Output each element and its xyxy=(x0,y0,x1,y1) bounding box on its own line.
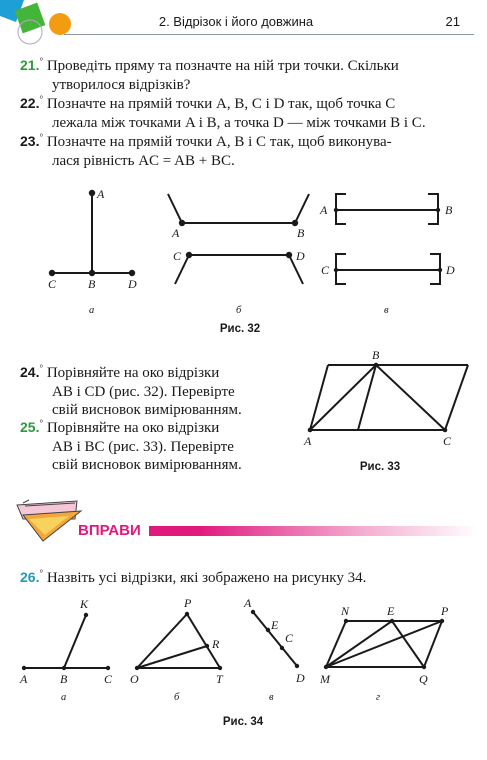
fig32a-label-A: A xyxy=(97,187,105,201)
fig34d-label-Q: Q xyxy=(419,672,428,686)
fig34c-label-D: D xyxy=(296,671,305,685)
fig34d-label-M: M xyxy=(320,672,330,686)
fig32-a xyxy=(50,191,134,275)
fig32c-label-B: B xyxy=(445,203,453,217)
fig34a-sublabel: а xyxy=(61,692,67,703)
fig33-label-A: A xyxy=(304,434,312,448)
fig34b-label-T: T xyxy=(216,672,223,686)
fig32c-label-A: A xyxy=(320,203,328,217)
fig32b-label-D: D xyxy=(296,249,305,263)
fig34-caption: Рис. 34 xyxy=(222,716,264,728)
fig32c-sublabel: в xyxy=(384,305,389,316)
figure-33 xyxy=(295,345,475,450)
task-22: 22.° Позначте на прямій точки A, B, C і D так, щоб точка C лежала між точками A і B, а точка D — між точками B і C. xyxy=(20,94,426,131)
page-number: 21 xyxy=(445,14,460,29)
fig32b-sublabel: б xyxy=(236,305,242,316)
fig32-c xyxy=(336,194,440,284)
task-21: 21.° Проведіть пряму та позначте на ній три точки. Скільки утворилося відрізків? xyxy=(20,56,399,93)
fig32c-label-C: C xyxy=(321,263,330,277)
exercises-label: ВПРАВИ xyxy=(70,521,149,541)
fig32a-sublabel: а xyxy=(89,305,95,316)
fig32b-label-A: A xyxy=(172,226,180,240)
fig34b-label-P: P xyxy=(184,596,192,610)
task-24: 24.° Порівняйте на око відрізки AB і CD (рис. 32). Перевірте свій висновок вимірюванням. xyxy=(20,363,242,418)
fig32c-label-D: D xyxy=(446,263,455,277)
fig34d-label-P: P xyxy=(441,604,449,618)
fig32a-label-B: B xyxy=(88,277,96,291)
fig33-label-C: C xyxy=(443,434,452,448)
fig34c-sublabel: в xyxy=(269,692,274,703)
fig34d-label-E: E xyxy=(387,604,395,618)
figure-32 xyxy=(0,180,487,330)
fig34a-label-C: C xyxy=(104,672,113,686)
figure-34 xyxy=(0,590,487,710)
fig32b-label-C: C xyxy=(173,249,182,263)
fig34c-label-E: E xyxy=(271,618,279,632)
task-25: 25.° Порівняйте на око відрізки AB і BC (рис. 33). Перевірте свій висновок вимірюванням. xyxy=(20,418,242,473)
fig34b-sublabel: б xyxy=(174,692,180,703)
task-23: 23.° Позначте на прямій точки A, B і C так, щоб виконува- лася рівність AC = AB + BC. xyxy=(20,132,392,169)
fig34a-label-B: B xyxy=(60,672,68,686)
section-title: 2. Відрізок і його довжина xyxy=(158,14,314,29)
fig34d-label-N: N xyxy=(341,604,350,618)
fig34c-label-A: A xyxy=(244,596,252,610)
fig32a-label-D: D xyxy=(128,277,137,291)
fig34a-label-A: A xyxy=(20,672,28,686)
fig34a-label-K: K xyxy=(80,597,89,611)
fig32a-label-C: C xyxy=(48,277,57,291)
task-26: 26.° Назвіть усі відрізки, які зображено на рисунку 34. xyxy=(20,568,367,586)
fig32-b xyxy=(168,194,309,284)
fig34c-label-C: C xyxy=(285,631,294,645)
fig32b-label-B: B xyxy=(297,226,305,240)
fig34b-label-O: O xyxy=(130,672,139,686)
fig32-caption: Рис. 32 xyxy=(219,323,261,335)
header-rule xyxy=(64,34,474,35)
fig33-caption: Рис. 33 xyxy=(359,461,401,473)
fig33-label-B: B xyxy=(372,348,380,362)
fig34d-sublabel: г xyxy=(376,692,381,703)
fig34b-label-R: R xyxy=(212,637,220,651)
